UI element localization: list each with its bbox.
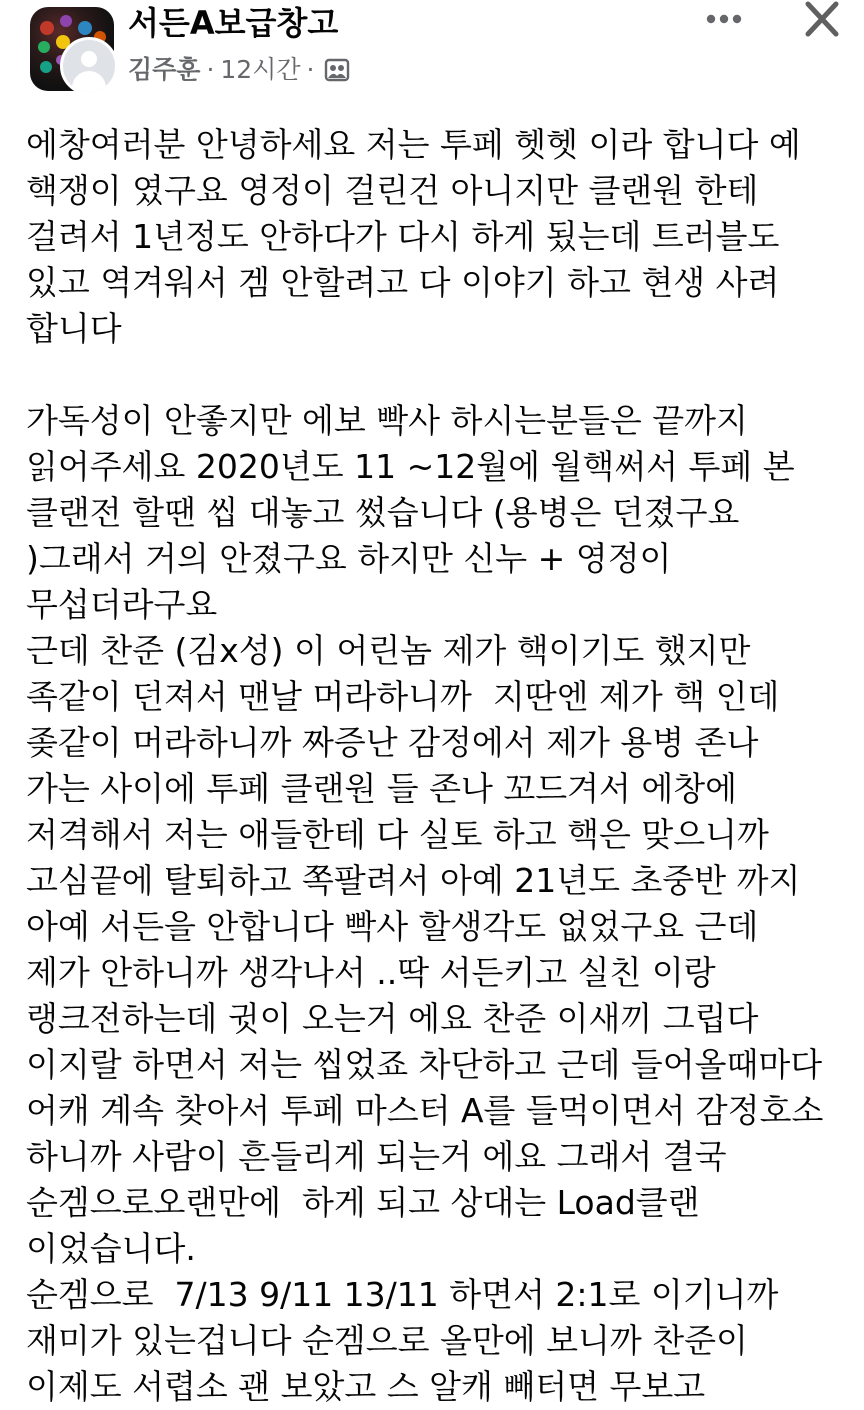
post-header	[0, 0, 864, 110]
post-text-line: 고심끝에 탈퇴하고 쪽팔려서 아예 21년도 초중반 까지	[26, 861, 801, 900]
avatar-decoration	[38, 41, 50, 53]
post-text-line: 클랜전 할땐 씹 대놓고 썼습니다 (용병은 던졌구요	[26, 493, 740, 532]
post-text-line: 이지랄 하면서 저는 씹었죠 차단하고 근데 들어올때마다	[26, 1045, 823, 1084]
more-options-button[interactable]	[700, 4, 748, 34]
post-text-line: 좆같이 머라하니까 짜증난 감정에서 제가 용병 존나	[26, 723, 759, 762]
post-text-line: 걸려서 1년정도 안하다가 다시 하게 됬는데 트러블도	[26, 217, 780, 256]
post-text-line: 순겜으로오랜만에 하게 되고 상대는 Load클랜	[26, 1183, 700, 1222]
group-icon	[324, 58, 350, 82]
post-time-link[interactable]: 12시간	[220, 55, 301, 84]
post-text-line: 가독성이 안좋지만 에보 빡사 하시는분들은 끝까지	[26, 401, 748, 440]
post-text-line: 무섭더라구요	[26, 585, 218, 624]
post-text-line: 이었습니다.	[26, 1229, 196, 1268]
post-meta	[128, 52, 350, 88]
close-icon	[800, 0, 844, 40]
meta-separator: ·	[206, 55, 215, 84]
group-name-link[interactable]: 서든A보급창고	[128, 4, 339, 42]
post-text-line: 족같이 던져서 맨날 머라하니까 지딴엔 제가 핵 인데	[26, 677, 780, 716]
post-text-line: 가는 사이에 투페 클랜원 들 존나 꼬드겨서 에창에	[26, 769, 737, 808]
avatar-decoration	[40, 61, 52, 73]
post-text-line: 하니까 사람이 흔들리게 되는거 에요 그래서 결국	[26, 1137, 727, 1176]
post-text-line: 근데 찬준 (김x성) 이 어린놈 제가 핵이기도 했지만	[26, 631, 751, 670]
post-text-line: 저격해서 저는 애들한테 다 실토 하고 핵은 맞으니까	[26, 815, 769, 854]
post-text-line: 에창여러분 안녕하세요 저는 투페 헷헷 이라 합니다 예	[26, 125, 801, 164]
avatar-head	[81, 51, 97, 67]
post-text-line: 어캐 계속 찾아서 투페 마스터 A를 들먹이면서 감정호소	[26, 1091, 824, 1130]
post-text-line: 핵쟁이 였구요 영정이 걸린건 아니지만 클랜원 한테	[26, 171, 759, 210]
post-text-line: 있고 역겨워서 겜 안할려고 다 이야기 하고 현생 사려	[26, 263, 780, 302]
avatar-decoration	[78, 21, 92, 35]
author-avatar[interactable]	[60, 37, 118, 95]
post-text-line: 읽어주세요 2020년도 11 ~12월에 월핵써서 투페 본	[26, 447, 795, 486]
avatar-decoration	[60, 15, 72, 27]
avatar-decoration	[40, 21, 54, 35]
post-text-line: 아예 서든을 안합니다 빡사 할생각도 없었구요 근데	[26, 907, 759, 946]
post-text	[26, 122, 864, 1410]
more-icon	[700, 4, 748, 34]
author-name-link[interactable]: 김주훈	[128, 55, 201, 84]
post-text-line: 이제도 서렵소 괜 보았고 스 알캐 빼터면 무보고	[26, 1367, 706, 1406]
post-text-line: 재미가 있는겁니다 순겜으로 올만에 보니까 찬준이	[26, 1321, 748, 1360]
post-text-line: 합니다	[26, 309, 122, 348]
close-button[interactable]	[800, 0, 844, 40]
post-text-line: 제가 안하니까 생각나서 ..딱 서든키고 실친 이랑	[26, 953, 716, 992]
post-text-line: 순겜으로 7/13 9/11 13/11 하면서 2:1로 이기니까	[26, 1275, 779, 1314]
post-text-line: 랭크전하는데 귓이 오는거 에요 찬준 이새끼 그립다	[26, 999, 759, 1038]
post-text-line	[26, 352, 864, 398]
avatar-body	[72, 71, 106, 95]
meta-separator: ·	[306, 55, 315, 84]
post-text-line: )그래서 거의 안졌구요 하지만 신누 + 영정이	[26, 539, 672, 578]
